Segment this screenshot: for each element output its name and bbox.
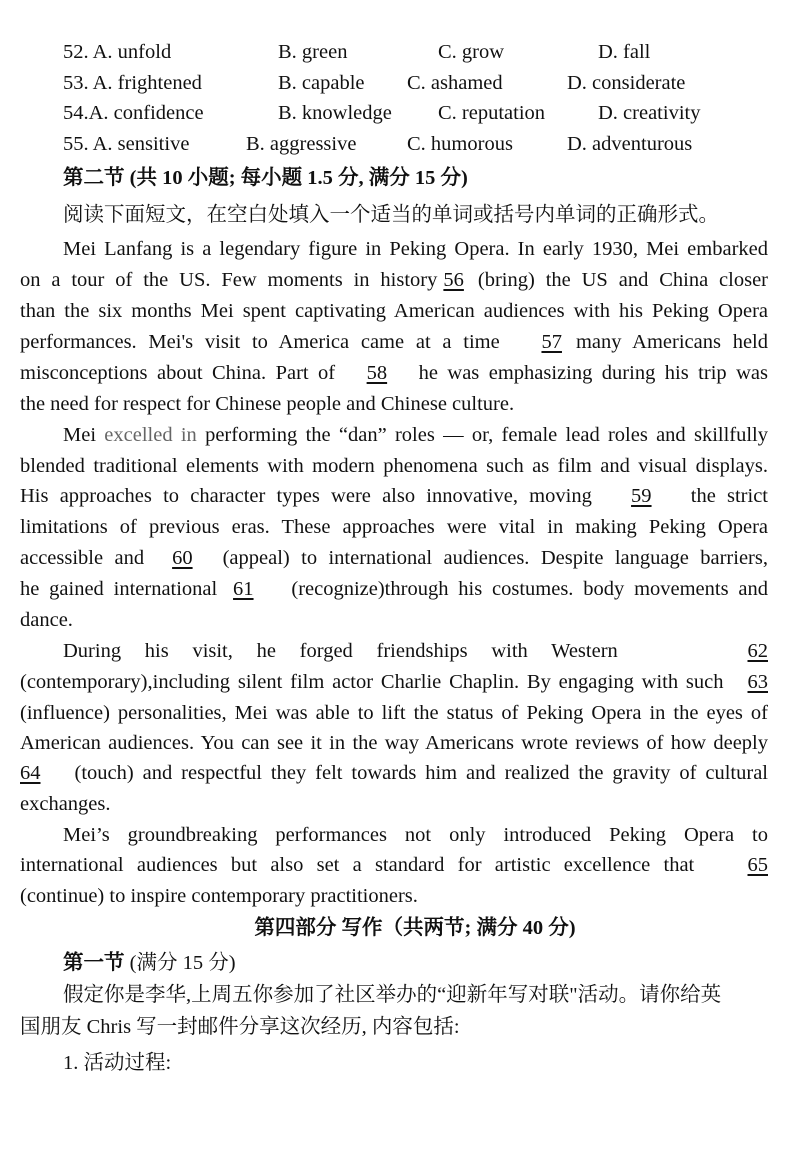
text: than the six months Mei spent captivating American audiences with his Peking Opera [20,300,768,322]
text: exchanges. [20,793,111,815]
text-line [20,265,768,295]
option-52-B: B. green [278,41,348,63]
text-line [20,758,768,788]
option-53-A: 53. A. frightened [63,72,202,94]
text: he gained international [20,578,228,600]
text-line [20,358,768,388]
text: performances. Mei's visit to America came at a time [20,331,512,353]
text: During his visit, he forged friendships with Western [63,640,642,662]
text-line [20,605,768,635]
option-55-B: B. aggressive [246,133,357,155]
blank-57[interactable]: 57 [541,331,562,353]
text-line [63,234,768,264]
option-55-D: D. adventurous [567,133,693,155]
text-line [63,820,768,850]
text: international audiences but also set a standard for artistic excellence that [20,854,708,876]
text-line [63,200,768,230]
text: on a tour of the US. Few moments in history [20,269,438,291]
text-line [63,420,768,450]
option-53-C: C. ashamed [407,72,503,94]
text: (appeal) to international audiences. Despite language barriers, [222,547,768,569]
text-line [20,1012,768,1042]
text: 假定你是李华,上周五你参加了社区举办的“迎新年写对联"活动。请你给英 [63,984,722,1006]
text: Mei’s groundbreaking performances not only introduced Peking Opera to [63,824,768,846]
blank-62[interactable]: 62 [747,640,768,662]
text: (contemporary),including silent film actor Charlie Chaplin. By engaging with such [20,671,724,693]
text-line [20,296,768,326]
text-line [63,948,768,978]
text: 1. 活动过程: [63,1052,172,1074]
blank-63[interactable]: 63 [747,671,768,693]
text-line [20,481,768,511]
text: 国朋友 Chris 写一封邮件分享这次经历, 内容包括: [20,1016,460,1038]
blank-65[interactable]: 65 [747,854,768,876]
blank-58[interactable]: 58 [366,362,388,384]
text: (continue) to inspire contemporary practitioners. [20,885,418,907]
text: Mei Lanfang is a legendary figure in Peking Opera. In early 1930, Mei embarked [63,238,768,260]
text: (满分 15 分) [124,952,236,974]
text-line [20,850,768,880]
text: American audiences. You can see it in the way Americans wrote reviews of how deeply [20,732,768,754]
blank-60[interactable]: 60 [172,547,193,569]
text-line [20,543,768,573]
option-54-A: 54.A. confidence [63,102,204,124]
text-line [20,728,768,758]
text: (bring) the US and China closer [477,269,768,291]
text: the strict [679,485,769,507]
text-line [20,512,768,542]
blank-56[interactable]: 56 [443,269,464,291]
option-53-D: D. considerate [567,72,686,94]
text-line [20,574,768,604]
text-line [20,667,768,697]
text-line [63,163,768,193]
text: dance. [20,609,73,631]
text: (touch) and respectful they felt towards him and realized the gravity of cultural [74,762,768,784]
text-line [63,980,768,1010]
text: (influence) personalities, Mei was able to lift the status of Peking Opera in the eyes of [20,702,768,724]
text: blended traditional elements with modern phenomena such as film and visual displays. [20,455,768,477]
text: limitations of previous eras. These approaches were vital in making Peking Opera [20,516,768,538]
option-55-A: 55. A. sensitive [63,133,190,155]
option-52-A: 52. A. unfold [63,41,172,63]
text-line [20,789,768,819]
option-52-D: D. fall [598,41,651,63]
text: he was emphasizing during his trip was [409,362,768,384]
text: (recognize)through his costumes. body movements and [281,578,768,600]
option-54-D: D. creativity [598,102,701,124]
text: performing the “dan” roles — or, female lead roles and skillfully [196,424,768,446]
text: misconceptions about China. Part of [20,362,345,384]
text: His approaches to character types were also innovative, moving [20,485,604,507]
option-54-C: C. reputation [438,102,546,124]
text-line [20,389,768,419]
blank-64[interactable]: 64 [20,762,41,784]
text-line [63,1048,768,1078]
text: 阅读下面短文，在空白处填入一个适当的单词或括号内单词的正确形式。 [63,204,719,226]
option-52-C: C. grow [438,41,505,63]
option-55-C: C. humorous [407,133,513,155]
text-line [20,451,768,481]
blank-59[interactable]: 59 [631,485,652,507]
text: 第二节 (共 10 小题; 每小题 1.5 分, 满分 15 分) [63,167,468,189]
option-54-B: B. knowledge [278,102,392,124]
section-label: 第一节 [63,952,125,974]
option-53-B: B. capable [278,72,365,94]
text-line [20,698,768,728]
text: Mei [63,424,105,446]
blank-61[interactable]: 61 [233,578,254,600]
text-line [0,913,800,943]
text-line [20,881,768,911]
text: 第四部分 写作（共两节; 满分 40 分) [254,917,576,939]
text-line [20,327,768,357]
text: many Americans held [575,331,768,353]
highlighted-phrase: excelled in [104,424,197,446]
text: accessible and [20,547,145,569]
text-line [63,636,768,666]
text: the need for respect for Chinese people and Chinese culture. [20,393,515,415]
